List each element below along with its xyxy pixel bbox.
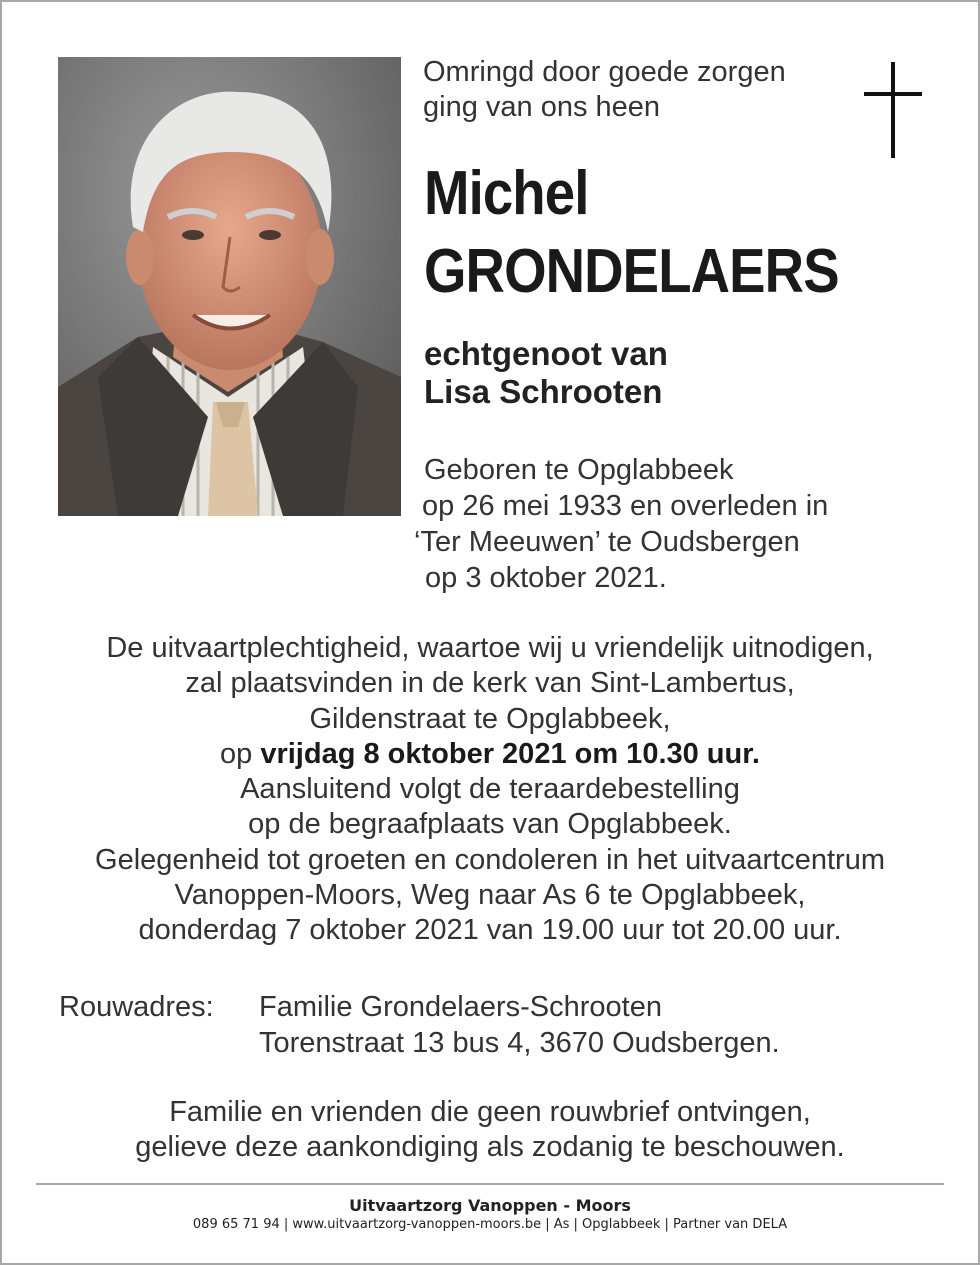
spouse-text [424,335,668,411]
address-line: Familie Grondelaers-Schrooten [259,991,662,1023]
ceremony-line: Aansluitend volgt de teraardebestelling [240,773,740,806]
bio-text [414,452,828,596]
ceremony-date-line [0,737,980,772]
footer-title: Uitvaartzorg Vanoppen - Moors [349,1196,631,1215]
address-label: Rouwadres: [59,991,214,1023]
bio-line: Geboren te Opglabbeek [424,454,734,486]
closing-text [0,1095,980,1165]
ceremony-line: Gildenstraat te Opglabbeek, [309,702,671,735]
ceremony-line: zal plaatsvinden in de kerk van Sint-Lambertus, [185,667,795,700]
ceremony-line: Gelegenheid tot groeten en condoleren in het uitvaartcentrum [95,843,885,876]
intro-text [423,55,786,125]
ceremony-date-prefix: op [220,737,261,770]
bio-line: op 26 mei 1933 en overleden in [422,490,829,522]
ceremony-date: vrijdag 8 oktober 2021 om 10.30 uur. [260,737,760,770]
ceremony-text [0,631,980,949]
intro-line: Omringd door goede zorgen [423,56,786,88]
spouse-name: Lisa Schrooten [424,373,663,410]
ceremony-line: Vanoppen-Moors, Weg naar As 6 te Opglabbeek, [174,879,806,912]
portrait-photo [58,57,401,516]
footer-info: 089 65 71 94 | www.uitvaartzorg-vanoppen-moors.be | As | Opglabbeek | Partner van DELA [192,1217,788,1232]
ceremony-line: op de begraafplaats van Opglabbeek. [248,808,732,841]
ceremony-line: De uitvaartplechtigheid, waartoe wij u vriendelijk uitnodigen, [106,632,874,664]
footer-divider [36,1183,944,1185]
spouse-line: echtgenoot van [424,335,668,372]
closing-line: gelieve deze aankondiging als zodanig te beschouwen. [135,1131,845,1163]
deceased-last-name: GRONDELAERS [424,237,839,306]
intro-line: ging van ons heen [423,91,661,123]
bio-line: ‘Ter Meeuwen’ te Oudsbergen [414,526,800,558]
cross-icon [864,62,922,158]
closing-line: Familie en vrienden die geen rouwbrief ontvingen, [169,1096,811,1128]
deceased-first-name: Michel [424,159,589,228]
bio-line: op 3 oktober 2021. [425,562,667,594]
address-line: Torenstraat 13 bus 4, 3670 Oudsbergen. [259,1027,780,1059]
ceremony-line: donderdag 7 oktober 2021 van 19.00 uur tot 20.00 uur. [138,914,842,947]
